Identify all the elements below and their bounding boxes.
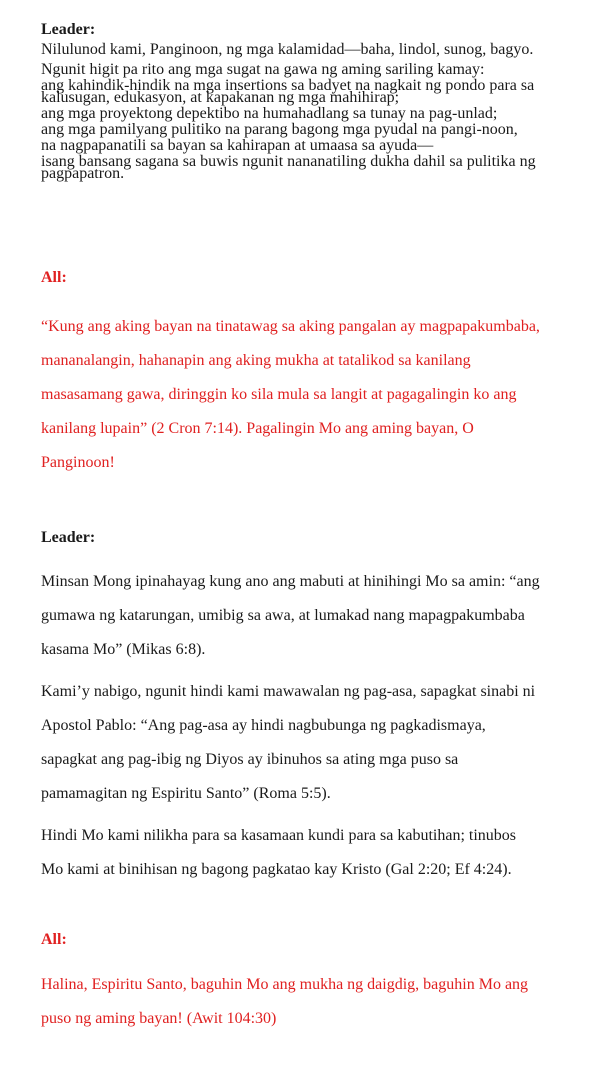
all-text: Halina, Espiritu Santo, baguhin Mo ang mukha ng daigdig, baguhin Mo ang puso ng aming bayan! (Awit 104:30) (41, 976, 529, 1027)
section-2 (41, 528, 541, 887)
all-text-block (41, 310, 547, 480)
leader-label: Leader: (41, 21, 96, 38)
leader-line: Ngunit higit pa rito ang mga sugat na gawa ng aming sariling kamay: (41, 61, 485, 78)
all-label: All: (41, 931, 67, 948)
leader-line: ang mga proyektong depektibo na humahadlang sa tunay na pag-unlad; (41, 105, 498, 122)
leader-line: isang bansang sagana sa buwis ngunit nananatiling dukha dahil sa pulitika ng pagpapatron. (41, 153, 536, 182)
all-response-2 (41, 930, 547, 1036)
all-text: “Kung ang aking bayan na tinatawag sa aking pangalan ay magpapakumbaba, mananalangin, hahanapin ang aking mukha at tatalikod sa kanilang masasamang gawa, diringgin ko sila mula sa langit at pagagalingin ko ang kanilang lupain” (2 Cron 7:14). Pagalingin Mo ang aming bayan, O Panginoon! (41, 318, 540, 471)
leader-line: ang mga pamilyang pulitiko na parang bagong mga pyudal na pangi-noon, (41, 121, 518, 138)
all-text-block (41, 968, 547, 1036)
all-label: All: (41, 269, 67, 286)
leader-paragraph: Hindi Mo kami nilikha para sa kasamaan kundi para sa kabutihan; tinubos Mo kami at binihisan ng bagong pagkatao kay Kristo (Gal 2:20; Ef 4:24). (41, 827, 516, 878)
all-response-1 (41, 268, 547, 480)
leader-line: ang kahindik-hindik na mga insertions sa badyet na nagkait ng pondo para sa kalusugan, edukasyon, at kapakanan ng mga mahihirap; (41, 77, 535, 106)
leader-line: Nilulunod kami, Panginoon, ng mga kalamidad—baha, lindol, sunog, bagyo. (41, 41, 534, 58)
section-1 (41, 20, 553, 184)
leader-lines (41, 41, 553, 182)
leader-paragraph: Kami’y nabigo, ngunit hindi kami mawawalan ng pag-asa, sapagkat sinabi ni Apostol Pablo: “Ang pag-asa ay hindi nagbubunga ng pagkadismaya, sapagkat ang pag-ibig ng Diyos ay ibinuhos sa ating mga puso sa pamamagitan ng Espiritu Santo” (Roma 5:5). (41, 683, 536, 802)
leader-line: na nagpapanatili sa bayan sa kahirapan at umaasa sa ayuda— (41, 137, 434, 154)
leader-paragraphs (41, 565, 541, 887)
leader-label: Leader: (41, 529, 96, 546)
leader-paragraph: Minsan Mong ipinahayag kung ano ang mabuti at hinihingi Mo sa amin: “ang gumawa ng katarungan, umibig sa awa, at lumakad nang mapagpakumbaba kasama Mo” (Mikas 6:8). (41, 573, 540, 658)
